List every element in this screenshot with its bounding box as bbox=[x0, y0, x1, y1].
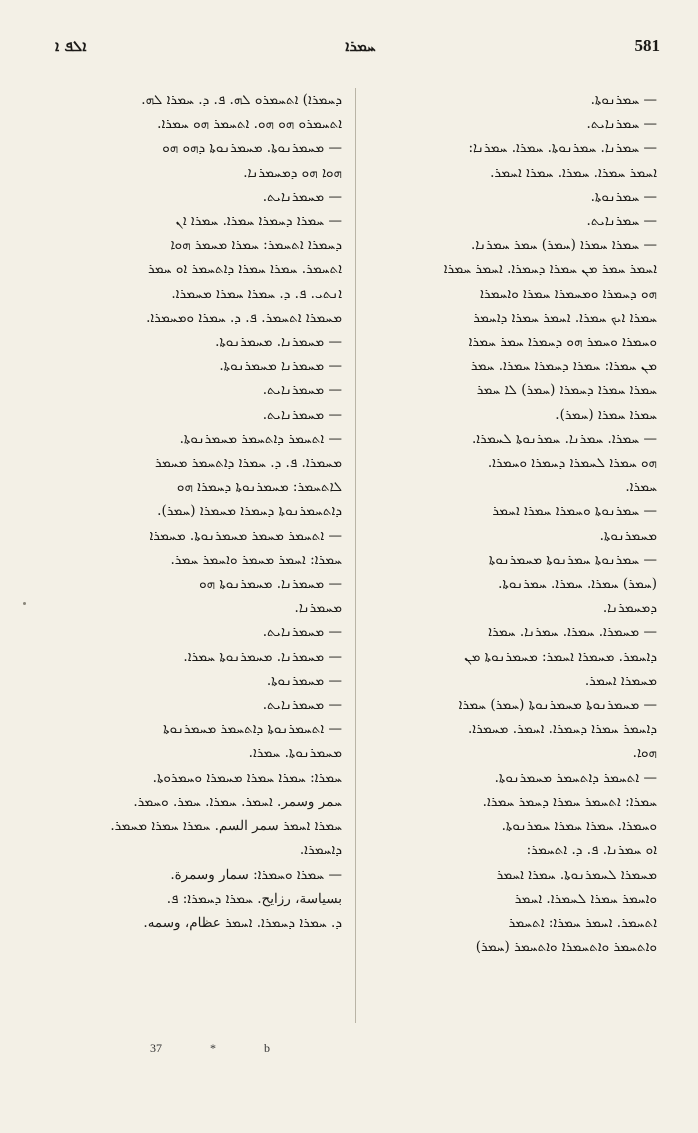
dictionary-line: ܚمر وسمر. ܐܚܡܪ. ܚܡܪܐ. ܚܡܪ. ܘܚܡܪ. bbox=[133, 793, 342, 810]
dictionary-line: ܠܐܬܚܡܪ: ܡܚܡܪܢܘܬܐ ܕܚܡܪܐ ܗܘ bbox=[176, 479, 342, 496]
dictionary-line: ܕܐܚܡܪ ܚܡܪܐ ܕܚܡܪܐ. ܐܚܡܪ. ܡܚܡܪܐ. bbox=[468, 721, 657, 738]
dictionary-line: — ܡܚܡܪܢܐܝܬ. bbox=[262, 624, 342, 641]
dictionary-line: ܘܚܡܪܐ. ܚܡܪܐ ܚܡܪܐ ܚܡܪܢܘܬܐ. bbox=[501, 818, 657, 835]
dictionary-line: ܚܡܪܐ: ܐܬܚܡܪ ܚܡܪܐ ܕܚܡܪ ܚܡܪܐ. bbox=[482, 793, 657, 810]
dictionary-line: — ܚܡܪܐ ܚܡܪܐ (ܚܡܪ) ܚܡܪ ܚܡܪܢܐ. bbox=[470, 237, 657, 254]
dictionary-line: ܘܚܡܪܐ ܘܚܡܪ ܗܘ ܕܚܡܪܐ ܚܡܪ ܚܡܪܐ bbox=[468, 334, 657, 351]
dictionary-line: ܕܚܡܪܐ ܐܬܚܡܪ: ܚܡܪܐ ܡܚܡܪ ܗܘܐ bbox=[170, 237, 342, 254]
dictionary-line: ܚܡܪܐ: ܚܡܪܐ ܚܡܪܐ ܡܚܡܪܐ ܘܚܡܪܘܬܐ. bbox=[152, 769, 342, 786]
dictionary-line: ܐܘ ܚܡܪܢܐ. ܦ. ܕ. ܐܬܚܡܪ: bbox=[526, 842, 657, 859]
right-column bbox=[371, 88, 657, 1023]
dictionary-line: ܡܚܡܪܐ. ܦ. ܕ. ܚܡܪܐ ܕܐܬܚܡܪ ܡܚܡܪ bbox=[155, 455, 342, 472]
dictionary-line: ܗܘܐ. bbox=[632, 745, 657, 762]
dictionary-line: ܘܐܚܡܪ ܚܡܪܐ ܠܚܡܪܐ. ܐܚܡܪ bbox=[514, 890, 657, 907]
header-left-word: ܐܠܦ ܐ bbox=[55, 37, 87, 55]
left-column bbox=[64, 88, 342, 1023]
dictionary-line: ܚܡܪܐ ܚܡܪܐ (ܚܡܪ). bbox=[555, 406, 657, 423]
dictionary-line: ܡܚܡܪܢܘܬܐ. bbox=[599, 527, 657, 544]
dictionary-line: ܘܐܬܚܡܪ ܘܐܬܚܡܪܐ ܘܐܬܚܡܪ (ܚܡܪ) bbox=[475, 939, 657, 956]
dictionary-line: ܡܚܡܪܢܘܬܐ. ܚܡܪܐ. bbox=[248, 745, 342, 762]
dictionary-line: — ܡܚܡܪܢܘܬܐ. bbox=[266, 672, 342, 689]
dictionary-line: — ܡܚܡܪܐ. ܚܡܪܐ. ܚܡܪܢܐ. ܚܡܪܐ bbox=[488, 624, 657, 641]
dictionary-line: (ܚܡܪ) ܚܡܪܐ. ܚܡܪܐ. ܚܡܪܢܘܬܐ. bbox=[498, 576, 657, 593]
dictionary-line: ܚܡܪܐ: ܐܚܡܪ ܡܚܡܪ ܘܐܚܡܪ ܚܡܪ. bbox=[170, 551, 342, 568]
paper-speck bbox=[23, 602, 26, 605]
dictionary-line: — ܐܬܚܡܪ ܕܐܬܚܡܪ ܡܚܡܪܢܘܬܐ. bbox=[179, 430, 342, 447]
dictionary-line: ܕܐܬܚܡܪܢܘܬܐ ܕܚܡܪܐ ܡܚܡܪܐ (ܚܡܪ). bbox=[157, 503, 342, 520]
dictionary-line: — ܡܚܡܪܢܐ. ܡܚܡܪܢܘܬܐ ܚܡܪܐ. bbox=[183, 648, 342, 665]
dictionary-line: — ܡܚܡܪܢܐܝܬ. bbox=[262, 188, 342, 205]
dictionary-line: — ܡܚܡܪܢܐܝܬ. bbox=[262, 697, 342, 714]
dictionary-line: — ܡܚܡܪܢܐܝܬ. bbox=[262, 382, 342, 399]
dictionary-line: — ܡܚܡܪܢܐܝܬ. bbox=[262, 406, 342, 423]
dictionary-line: ܚܡܪܐ ܚܡܪܐ ܕܚܡܪܐ (ܚܡܪ) ܠܐ ܚܡܪ bbox=[476, 382, 657, 399]
dictionary-line: ܚܡܪܐ ܐܝܟ ܚܡܪܐ. ܐܚܡܪ ܚܡܪܐ ܕܐܚܡܪ bbox=[473, 309, 657, 326]
dictionary-line: ܐܢܬܝ. ܦ. ܕ. ܚܡܪܐ ܚܡܪܐ ܡܚܡܪܐ. bbox=[171, 285, 342, 302]
signature-letter: b bbox=[264, 1041, 270, 1055]
dictionary-line: — ܐܬܚܡܪ ܕܐܬܚܡܪ ܡܚܡܪܢܘܬܐ. bbox=[494, 769, 657, 786]
dictionary-line: ܚܡܪܐ. bbox=[625, 479, 657, 496]
dictionary-line: — ܚܡܪܐ. ܚܡܪܢܐ. ܚܡܪܢܘܬܐ ܠܚܡܪܐ. bbox=[471, 430, 657, 447]
dictionary-line: — ܚܡܪܢܘܬܐ ܘܚܡܪܐ ܚܡܪܐ ܐܚܡܪ bbox=[492, 503, 657, 520]
dictionary-line: ܡܚܡܪܐ ܐܬܚܡܪ. ܦ. ܕ. ܚܡܪܐ ܘܡܚܡܪܐ. bbox=[146, 309, 342, 326]
dictionary-line: — ܡܚܡܪܢܐ. ܡܚܡܪܢܘܬܐ. bbox=[215, 334, 342, 351]
dictionary-line: ܕ. ܚܡܪܐ ܕܚܡܪܐ. ܐܚܡܪ عظام، وسمه. bbox=[143, 914, 342, 931]
dictionary-line: — ܐܬܚܡܪ ܡܚܡܪ ܡܚܡܪܢܘܬܐ. ܡܚܡܪܐ bbox=[149, 527, 342, 544]
dictionary-line: ܕܐܚܡܪ. ܡܚܡܪܐ ܐܚܡܪ: ܡܚܡܪܢܘܬܐ ܡܢ bbox=[464, 648, 657, 665]
signature-star: * bbox=[210, 1041, 216, 1055]
dictionary-line: — ܚܡܪܢܐܝܬ. bbox=[586, 116, 657, 133]
dictionary-line: — ܚܡܪܢܐ. ܚܡܪܢܘܬܐ. ܚܡܪܐ. ܚܡܪܢܐ: bbox=[468, 140, 657, 157]
signature-number: 37 bbox=[150, 1041, 162, 1055]
dictionary-line: — ܚܡܪܢܘܬܐ. bbox=[590, 92, 657, 108]
page-header bbox=[55, 36, 660, 64]
dictionary-line: — ܚܡܪܢܘܬܐ ܚܡܪܢܘܬܐ ܡܚܡܪܢܘܬܐ bbox=[488, 551, 657, 568]
dictionary-line: ܗܘ ܕܚܡܪܐ ܘܡܚܡܪܐ ܚܡܪܐ ܘܐܚܡܪܐ bbox=[480, 285, 657, 302]
dictionary-line: — ܚܡܪܐ ܕܚܡܪܐ ܚܡܪܐ. ܚܡܪܐ ܐܢ bbox=[175, 213, 342, 230]
dictionary-line: — ܡܚܡܪܢܐ ܡܚܡܪܢܘܬܐ. bbox=[219, 358, 342, 375]
dictionary-line: — ܡܚܡܪܢܘܬܐ ܡܚܡܪܢܘܬܐ (ܚܡܪ) ܚܡܪܐ bbox=[458, 697, 657, 714]
dictionary-line: ܐܚܡܪ ܚܡܪܐ. ܚܡܪܐ. ܚܡܪܐ ܐܚܡܪ. bbox=[490, 164, 657, 181]
dictionary-line: ܡܚܡܪܐ ܠܚܡܪܢܘܬܐ. ܚܡܪܐ ܐܚܡܪ bbox=[496, 866, 657, 883]
dictionary-line: ܕܐܚܡܪܐ. bbox=[299, 842, 342, 859]
dictionary-line: ܡܢ ܚܡܪܐ: ܚܡܪܐ ܕܚܡܪܐ ܚܡܪܐ. ܚܡܪ bbox=[470, 358, 657, 375]
dictionary-line: ܐܬܚܡܪܘ ܗܘ ܗܘ. ܐܬܚܡܪ ܗܘ ܚܡܪܐ. bbox=[157, 116, 342, 133]
dictionary-line: ܚܡܪܐ ܐܚܡܪ سمر السم. ܚܡܪܐ ܚܡܪܐ ܡܚܡܪ. bbox=[110, 818, 342, 835]
page-number: 581 bbox=[634, 36, 660, 55]
dictionary-line: — ܚܡܪܢܘܬܐ. bbox=[590, 188, 657, 205]
dictionary-line: — ܐܬܚܡܪܢܘܬܐ ܕܐܬܚܡܪ ܡܚܡܪܢܘܬܐ bbox=[163, 721, 342, 738]
dictionary-line: ܡܚܡܪܐ ܐܚܡܪ. bbox=[584, 672, 657, 689]
header-center-word: ܚܡܪܐ bbox=[345, 37, 376, 55]
dictionary-line: ܐܬܚܡܪ. ܚܡܪܐ ܚܡܪܐ ܕܐܬܚܡܪ ܐܘ ܚܡܪ bbox=[148, 261, 342, 278]
dictionary-line: ܐܚܡܪ ܚܡܪ ܡܢ ܚܡܪܐ ܕܚܡܪܐ. ܐܚܡܪ ܚܡܪܐ bbox=[443, 261, 657, 278]
dictionary-line: ܗܘ ܚܡܪܐ ܠܚܡܪܐ ܕܚܡܪܐ ܘܚܡܪܐ. bbox=[487, 455, 657, 472]
dictionary-line: — ܡܚܡܪܢܘܬܐ. ܡܚܡܪܢܘܬܐ ܕܗܘ ܗܘ bbox=[162, 140, 342, 157]
dictionary-line: ܕܡܚܡܪܢܐ. bbox=[602, 600, 657, 617]
dictionary-line: ܕܚܡܪܐ) ܐܬܚܡܪܘ ܠܗ. ܦ. ܕ. ܚܡܪܐ ܠܗ. bbox=[141, 92, 342, 108]
page-footer bbox=[150, 1041, 270, 1056]
dictionary-line: ܐܬܚܡܪ. ܐܚܡܪ ܚܡܪܐ: ܐܬܚܡܪ bbox=[508, 914, 657, 931]
dictionary-line: ܡܚܡܪܢܐ. bbox=[294, 600, 342, 617]
dictionary-line: ܗܘܐ ܗܘ ܕܡܚܡܪܢܐ. bbox=[243, 164, 342, 181]
dictionary-line: — ܚܡܪܢܐܝܬ. bbox=[586, 213, 657, 230]
dictionary-line: بسياسة، رزايح. ܚܡܪܐ ܕܚܡܪܐ: ܦ. bbox=[166, 890, 342, 907]
column-divider bbox=[355, 88, 356, 1023]
dictionary-line: — ܚܡܪܐ ܘܚܡܪܐ: سمار وسمرة. bbox=[170, 866, 342, 883]
dictionary-line: — ܡܚܡܪܢܐ. ܡܚܡܪܢܘܬܐ ܗܘ bbox=[199, 576, 342, 593]
